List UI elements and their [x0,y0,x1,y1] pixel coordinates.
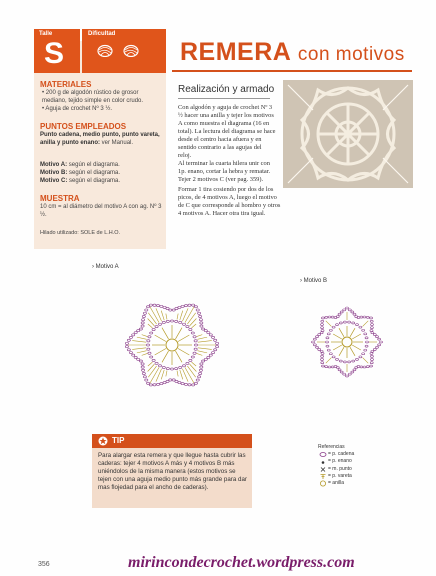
puntos-title: PUNTOS EMPLEADOS [40,122,127,131]
reference-item [318,451,354,458]
talle-value: S [44,37,65,70]
section-subtitle: Realización y armado [178,84,275,95]
reference-label: = anilla [328,480,344,487]
motivo-a-label: › Motivo A [92,264,119,270]
motivo-a-text: según el diagrama. [67,162,120,168]
reference-label: = p. enano [328,458,352,465]
motivo-b-label: › Motivo B [300,278,328,284]
motivo-c-bold: Motivo C: [40,178,68,184]
title-light: con motivos [297,44,405,65]
dificultad-label: Dificultad [88,31,116,37]
reference-symbol-icon [318,459,328,466]
materiales-item: • Aguja de crochet Nº 3 ½. [42,106,112,112]
materiales-title: MATERIALES [40,80,92,89]
reference-item [318,458,354,465]
title-bold: REMERA [180,38,291,66]
reference-item [318,480,354,487]
tip-title: TIP [112,436,125,445]
reference-label: = p. cadena [328,451,355,458]
reference-symbol-icon [318,480,328,487]
reference-symbol-icon [318,473,328,480]
motivo-a-bold: Motivo A: [40,162,68,168]
reference-label: = m. punto [328,465,352,472]
materiales-item: • 200 g de algodón rústico de grosor mediano, tejido simple en color crudo. [42,90,144,104]
puntos-bold: Punto cadena, medio punto, punto vareta, anilla y punto enano: [40,132,160,146]
reference-item [318,466,354,473]
reference-symbol-icon [318,451,328,458]
motivo-a-diagram [125,304,218,386]
page-number: 356 [38,561,50,568]
motivo-b-diagram [312,307,383,377]
star-icon [98,436,108,446]
references-legend [318,444,354,487]
paragraph-2: Al terminar la cuarta hilera unir con 1p. enano, cortar la hebra y rematar. Tejer 2 motivos C (ver pag. 359). [178,160,271,183]
motivo-b-text: según el diagrama. [67,170,121,176]
muestra-text: 10 cm = al diámetro del motivo A con ag. Nº 3 ½. [40,204,162,218]
motivo-b-bold: Motivo B: [40,170,68,176]
paragraph-1: Con algodón y aguja de crochet Nº 3 ½ hacer una anilla y tejer los motivos A como muestra el diagrama (16 en total). La lectura del diagrama se hace desde el centro hacia afuera y en sentido contrario a las agujas del reloj. [178,104,276,159]
puntos-rest: ver Manual. [100,139,134,146]
muestra-title: MUESTRA [40,194,80,203]
references-title: Referencias [318,444,345,450]
talle-label: Talle [39,31,53,37]
references-list [318,451,354,487]
motivo-c-text: según el diagrama. [67,178,121,184]
paragraph-3: Formar 1 tira cosiendo por dos de los picos, de 4 motivos A, luego el motivo de C que corresponde al hombro y otros 4 motivos A. Hacer otra tira igual. [178,186,281,217]
hilado-text: Hilado utilizado: SOLE de L.H.O. [40,230,121,236]
reference-label: = p. vareta [328,472,352,479]
tip-text: Para alargar esta remera y que llegue hasta cubrir las caderas: tejer 4 motivos A más y 4 motivos B más uniéndolos de la misma manera (estos motivos se tejen con una aguja medio punto más grande para dar mas flojedad para el ancho de caderas). [98,452,247,491]
reference-symbol-icon [318,466,328,473]
watermark: mirincondecrochet.wordpress.com [128,554,355,571]
reference-item [318,473,354,480]
